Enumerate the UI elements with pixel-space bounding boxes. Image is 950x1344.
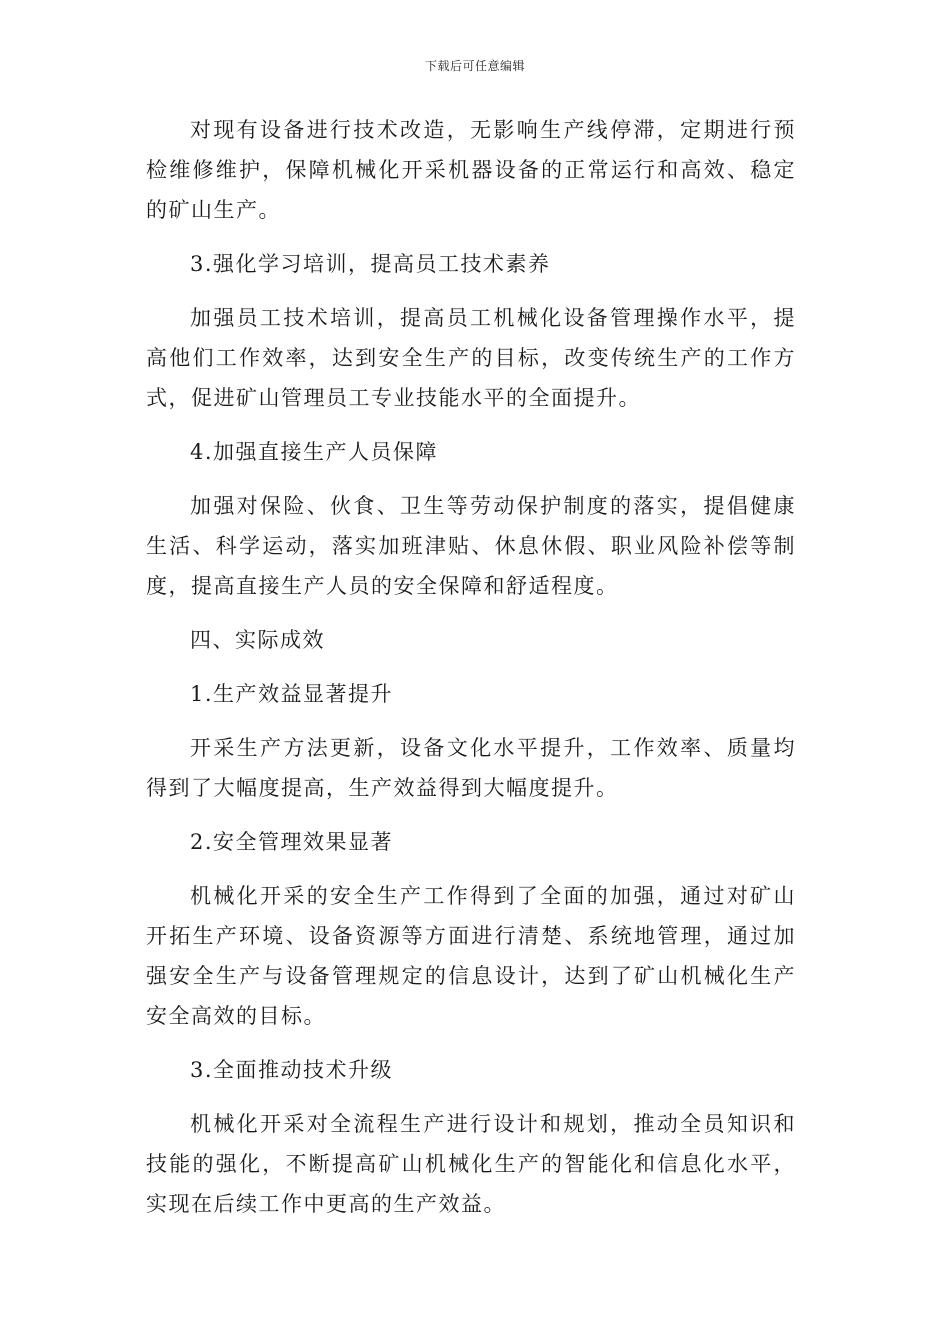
document-body xyxy=(146,110,796,1238)
paragraph-training: 加强员工技术培训，提高员工机械化设备管理操作水平，提高他们工作效率，达到安全生产的目标，改变传统生产的工作方式，促进矿山管理员工专业技能水平的全面提升。 xyxy=(146,306,796,410)
section-heading-results: 四、实际成效 xyxy=(190,628,325,652)
paragraph-equipment-upgrade: 对现有设备进行技术改造，无影响生产线停滞，定期进行预检维修维护，保障机械化开采机器设备的正常运行和高效、稳定的矿山生产。 xyxy=(146,118,796,222)
heading-technology-upgrade: 3.全面推动技术升级 xyxy=(190,1058,394,1082)
paragraph-technology-upgrade: 机械化开采对全流程生产进行设计和规划，推动全员知识和技能的强化，不断提高矿山机械化生产的智能化和信息化水平，实现在后续工作中更高的生产效益。 xyxy=(146,1112,796,1216)
paragraph-safety-management: 机械化开采的安全生产工作得到了全面的加强，通过对矿山开拓生产环境、设备资源等方面进行清楚、系统地管理，通过加强安全生产与设备管理规定的信息设计，达到了矿山机械化生产安全高效的目标。 xyxy=(146,884,796,1028)
heading-training: 3.强化学习培训，提高员工技术素养 xyxy=(190,252,551,276)
heading-production-benefit: 1.生产效益显著提升 xyxy=(190,682,394,706)
page-header: 下载后可任意编辑 xyxy=(424,59,525,73)
paragraph-personnel-safeguard: 加强对保险、伙食、卫生等劳动保护制度的落实，提倡健康生活、科学运动，落实加班津贴、休息休假、职业风险补偿等制度，提高直接生产人员的安全保障和舒适程度。 xyxy=(146,494,796,598)
heading-personnel-safeguard: 4.加强直接生产人员保障 xyxy=(190,440,439,464)
paragraph-production-benefit: 开采生产方法更新，设备文化水平提升，工作效率、质量均得到了大幅度提高，生产效益得到大幅度提升。 xyxy=(146,736,796,800)
heading-safety-management: 2.安全管理效果显著 xyxy=(190,830,394,854)
